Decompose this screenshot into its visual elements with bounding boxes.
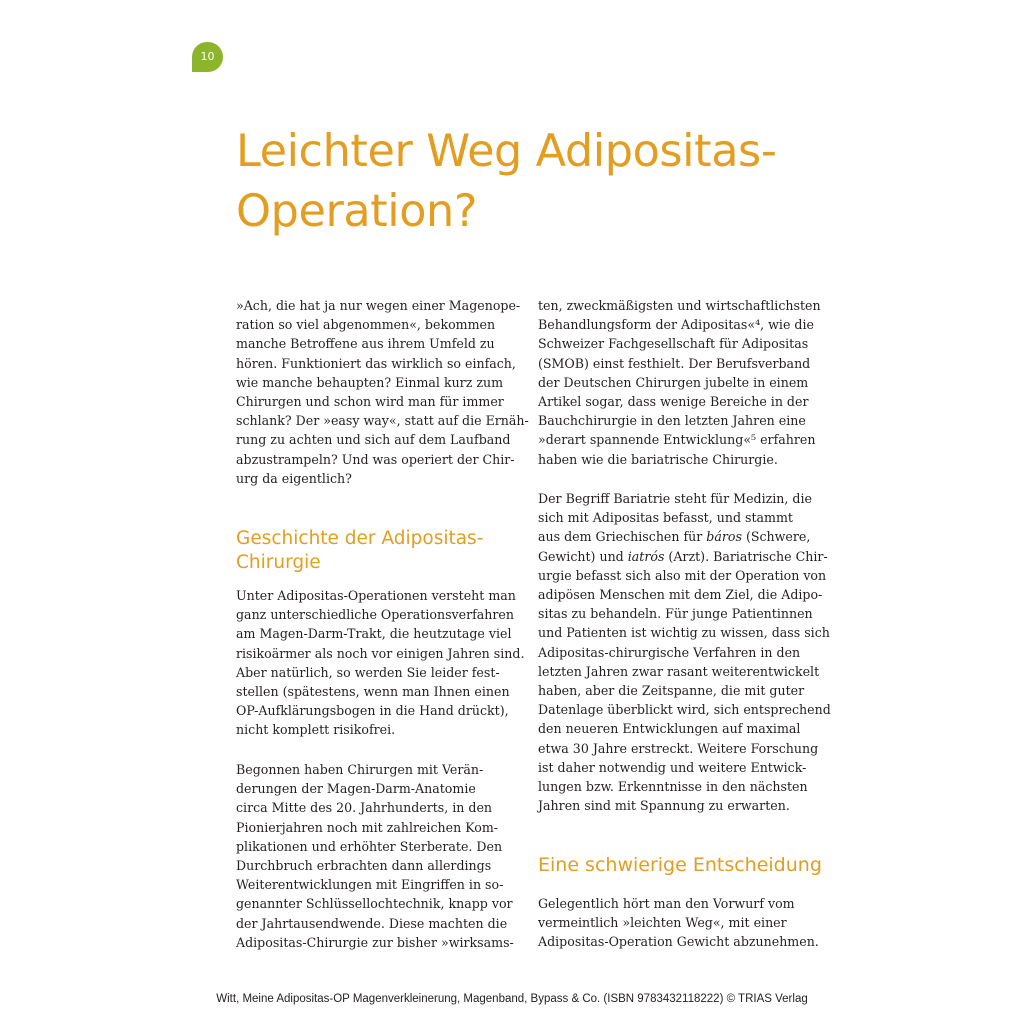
text-line: adipösen Menschen mit dem Ziel, die Adipo- (538, 587, 823, 603)
text-line: Pionierjahren noch mit zahlreichen Kom- (236, 819, 499, 835)
text-line: sich mit Adipositas befasst, und stammt (538, 510, 793, 526)
text-line: derungen der Magen-Darm-Anatomie (236, 781, 476, 797)
text-line: Datenlage überblickt wird, sich entsprechend (538, 702, 831, 718)
heading-line: Eine schwierige Entscheidung (538, 854, 822, 876)
text-line: lungen bzw. Erkenntnisse in den nächsten (538, 779, 808, 795)
text-line: Adipositas-Operation Gewicht abzunehmen. (538, 934, 819, 950)
text-line: sitas zu behandeln. Für junge Patientinnen (538, 606, 813, 622)
text-line: ist daher notwendig und weitere Entwick- (538, 759, 807, 775)
text-line: risikoärmer als noch vor einigen Jahren sind. (236, 645, 525, 661)
text-line: »Ach, die hat ja nur wegen einer Magenope- (236, 298, 521, 313)
text-line: genannter Schlüssellochtechnik, knapp vor (236, 896, 513, 912)
text-line: Weiterentwicklungen mit Eingriffen in so- (236, 877, 504, 893)
text-line: ganz unterschiedliche Operationsverfahren (236, 607, 514, 623)
text-line: aus dem Griechischen für báros (Schwere, (538, 529, 811, 545)
page-title (236, 122, 856, 242)
title-line: Operation? (236, 186, 478, 237)
left-paragraph-1 (236, 296, 529, 488)
heading-line: Chirurgie (236, 552, 321, 573)
text-line: plikationen und erhöhter Sterberate. Den (236, 838, 503, 854)
text-line: OP-Aufklärungsbogen in die Hand drückt), (236, 703, 509, 719)
text-line: manche Betroffene aus ihrem Umfeld zu (236, 336, 495, 352)
section-heading-history (236, 527, 483, 575)
text-line: circa Mitte des 20. Jahrhunderts, in den (236, 800, 493, 816)
page-number-badge: 10 (192, 42, 223, 72)
text-line: nicht komplett risikofrei. (236, 722, 396, 738)
right-paragraph-2 (538, 489, 831, 815)
text-line: ten, zweckmäßigsten und wirtschaftlichsten (538, 298, 821, 313)
text-line: letzten Jahren zwar rasant weiterentwickelt (538, 663, 820, 679)
text-line: Jahren sind mit Spannung zu erwarten. (538, 798, 790, 814)
text-line: Schweizer Fachgesellschaft für Adipositas (538, 336, 809, 352)
section-heading-decision (538, 852, 822, 878)
right-paragraph-3 (538, 894, 828, 952)
text-line: schlank? Der »easy way«, statt auf die Ernäh- (236, 413, 529, 429)
text-line: den neueren Entwicklungen auf maximal (538, 721, 801, 737)
text-line: Der Begriff Bariatrie steht für Medizin, die (538, 491, 812, 506)
text-line: Behandlungsform der Adipositas«⁴, wie die (538, 317, 814, 333)
text-line: hören. Funktioniert das wirklich so einfach, (236, 355, 516, 371)
text-line: abzustrampeln? Und was operiert der Chir- (236, 451, 515, 467)
text-line: am Magen-Darm-Trakt, die heutzutage viel (236, 626, 512, 642)
text-line: Aber natürlich, so werden Sie leider fest- (236, 664, 500, 680)
heading-line: Geschichte der Adipositas- (236, 528, 484, 549)
text-line: Unter Adipositas-Operationen versteht man (236, 588, 516, 603)
text-line: Adipositas-chirurgische Verfahren in den (538, 644, 801, 660)
left-paragraph-3 (236, 760, 526, 952)
text-line: »derart spannende Entwicklung«⁵ erfahren (538, 432, 816, 448)
text-line: wie manche behaupten? Einmal kurz zum (236, 374, 504, 390)
text-line: der Deutschen Chirurgen jubelte in einem (538, 374, 809, 390)
right-paragraph-1 (538, 296, 828, 469)
text-line: haben, aber die Zeitspanne, die mit guter (538, 683, 805, 699)
text-line: rung zu achten und sich auf dem Laufband (236, 432, 511, 448)
text-line: Bauchchirurgie in den letzten Jahren eine (538, 413, 806, 429)
text-line: Artikel sogar, dass wenige Bereiche in der (538, 394, 809, 410)
text-line: urg da eigentlich? (236, 470, 352, 486)
text-line: der Jahrtausendwende. Diese machten die (236, 915, 508, 931)
text-line: urgie befasst sich also mit der Operation von (538, 567, 827, 583)
text-line: Chirurgen und schon wird man für immer (236, 394, 504, 410)
text-line: vermeintlich »leichten Weg«, mit einer (538, 915, 787, 931)
text-line: stellen (spätestens, wenn man Ihnen einen (236, 684, 510, 700)
footer-citation: Witt, Meine Adipositas-OP Magenverkleinerung, Magenband, Bypass & Co. (ISBN 9783432118222) © TRIAS Verlag (216, 993, 808, 1005)
text-line: Durchbruch erbrachten dann allerdings (236, 858, 492, 874)
text-line: ration so viel abgenommen«, bekommen (236, 317, 496, 333)
text-line: (SMOB) einst festhielt. Der Berufsverband (538, 355, 811, 371)
text-line: und Patienten ist wichtig zu wissen, dass sich (538, 625, 830, 641)
left-paragraph-2 (236, 586, 526, 740)
text-line: Gewicht) und iatrós (Arzt). Bariatrische Chir- (538, 548, 828, 564)
title-line: Leichter Weg Adipositas- (236, 126, 777, 177)
text-line: haben wie die bariatrische Chirurgie. (538, 451, 778, 467)
text-line: Adipositas-Chirurgie zur bisher »wirksams- (236, 934, 514, 950)
text-line: Begonnen haben Chirurgen mit Verän- (236, 762, 484, 777)
text-line: etwa 30 Jahre erstreckt. Weitere Forschung (538, 740, 819, 756)
text-line: Gelegentlich hört man den Vorwurf vom (538, 896, 795, 911)
